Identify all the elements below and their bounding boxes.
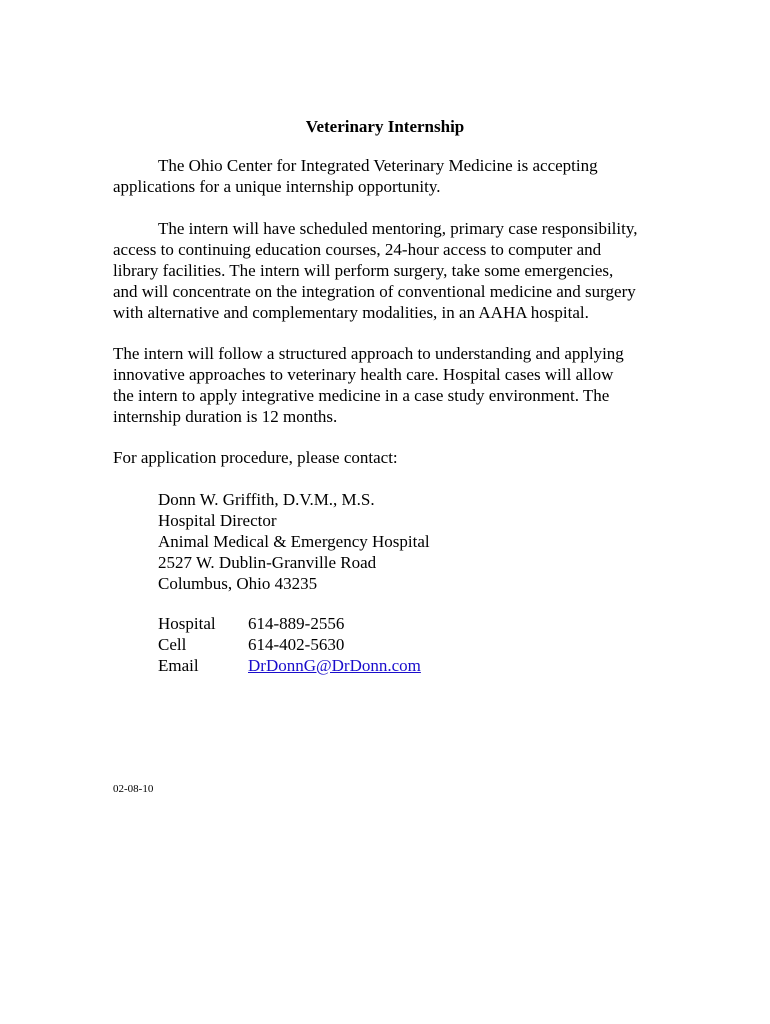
email-label: Email — [158, 656, 199, 675]
cell-phone-row — [158, 634, 421, 655]
intro-line-2: applications for a unique internship opportunity. — [113, 177, 441, 196]
intro-paragraph — [113, 155, 673, 197]
approach-line-1: The intern will follow a structured approach to understanding and applying — [113, 344, 624, 363]
contact-numbers-block — [158, 613, 421, 676]
responsibilities-line-5: with alternative and complementary modalities, in an AAHA hospital. — [113, 303, 589, 322]
intro-line-1: The Ohio Center for Integrated Veterinary Medicine is accepting — [158, 156, 598, 175]
approach-line-4: internship duration is 12 months. — [113, 407, 338, 426]
responsibilities-line-3: library facilities. The intern will perform surgery, take some emergencies, — [113, 261, 614, 280]
hospital-phone-row — [158, 613, 421, 634]
contact-street: 2527 W. Dublin-Granville Road — [158, 553, 377, 572]
approach-line-2: innovative approaches to veterinary health care. Hospital cases will allow — [113, 365, 614, 384]
cell-phone-value: 614-402-5630 — [248, 635, 345, 654]
cell-phone-label: Cell — [158, 635, 187, 654]
hospital-phone-label: Hospital — [158, 614, 216, 633]
email-row — [158, 655, 421, 676]
responsibilities-line-4: and will concentrate on the integration of conventional medicine and surgery — [113, 282, 636, 301]
responsibilities-line-1: The intern will have scheduled mentoring, primary case responsibility, — [158, 219, 638, 238]
email-link[interactable]: DrDonnG@DrDonn.com — [248, 656, 421, 675]
document-title: Veterinary Internship — [305, 117, 465, 136]
hospital-phone-value: 614-889-2556 — [248, 614, 345, 633]
responsibilities-line-2: access to continuing education courses, 24-hour access to computer and — [113, 240, 602, 259]
application-line: For application procedure, please contact: — [113, 448, 398, 467]
contact-city: Columbus, Ohio 43235 — [158, 574, 318, 593]
document-date: 02-08-10 — [113, 783, 154, 795]
responsibilities-paragraph — [113, 218, 673, 323]
contact-role: Hospital Director — [158, 511, 277, 530]
contact-organization: Animal Medical & Emergency Hospital — [158, 532, 430, 551]
contact-name: Donn W. Griffith, D.V.M., M.S. — [158, 490, 375, 509]
contact-address-block — [158, 489, 430, 594]
approach-paragraph — [113, 343, 673, 427]
application-paragraph — [113, 447, 673, 468]
approach-line-3: the intern to apply integrative medicine in a case study environment. The — [113, 386, 610, 405]
